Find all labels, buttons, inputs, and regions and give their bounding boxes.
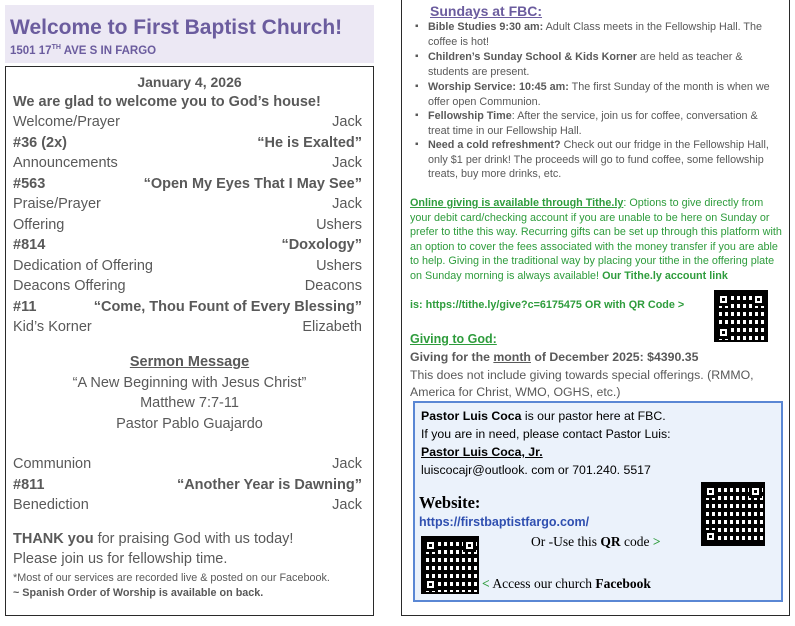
pastor-box [413,401,783,602]
fellowship-line: Please join us for fellowship time. [13,551,228,567]
arrow-left-icon: < [482,576,490,591]
pastor-full-name-text: Pastor Luis Coca, Jr. [421,445,543,459]
hymn-number: #811 [13,476,45,493]
recording-note: *Most of our services are recorded live & posted on our Facebook. [13,572,330,584]
worship-item-leader: Elizabeth [302,319,362,335]
pastor-contact-prompt: If you are in need, please contact Pastor Luis: [421,427,671,441]
giving-heading: Giving to God: [410,332,497,346]
bullet-text: : After the service, join us for coffee, conversation & treat time in our Fellowship Hall. [428,110,758,137]
pastor-intro [421,409,666,423]
tithely-qr-code-icon [714,290,768,342]
giving-amount-pre: Giving for the [410,350,494,364]
online-giving-body: : Options to give directly from your debit card/checking account if you are unable to be here on Sunday or prefer to tithe this way. Recurring gifts can be set up through this platform with an option to cover the fees associated with the money transfer if you are able to help. Giving in the traditional way by placing your tithe in the offering plate on Sunday morning is always available! [410,197,782,282]
bullet-text: Adult Class meets in the Fellowship Hall. The coffee is hot! [428,21,763,48]
worship-item-leader: Ushers [316,216,362,233]
website-label: Website: [419,493,481,512]
spanish-note: ~ Spanish Order of Worship is available on back. [13,587,264,599]
bullet-bold: Fellowship Time [428,110,512,122]
worship-item-label: Dedication of Offering [13,257,153,274]
hymn-title: “Open My Eyes That I May See” [143,175,362,192]
service-date: January 4, 2026 [137,74,242,90]
online-giving-text [410,196,784,284]
hymn-title: “He is Exalted” [257,134,362,151]
worship-item-leader: Jack [332,456,362,472]
bullet-bold: Need a cold refreshment? [428,139,561,151]
worship-item-label: Praise/Prayer [13,196,101,212]
sermon-heading: Sermon Message [129,354,250,370]
pastor-intro-rest: is our pastor here at FBC. [521,409,666,423]
worship-item-label: Announcements [13,155,118,171]
address-number: 1501 17 [10,44,52,57]
hymn-row [13,237,362,257]
bullet-text: The first Sunday of the month is when we offer open Communion. [428,81,770,108]
church-header [5,5,374,63]
giving-amount [410,350,698,364]
worship-item-row [13,258,362,278]
worship-item-row [13,114,362,134]
bullet-sunday-school [402,50,777,79]
qr-note-pre: Or -Use this [531,534,601,549]
pastor-full-name [421,445,543,459]
sermon-scripture: Matthew 7:7-11 [140,395,239,411]
hymn-row [13,477,362,497]
worship-item-label: Offering [13,216,65,233]
facebook-note [482,576,651,592]
thanks-rest: for praising God with us today! [93,531,294,547]
facebook-qr-code-icon [421,536,479,594]
worship-item-row [13,278,362,298]
hymn-row [13,135,362,155]
hymn-row [13,176,362,196]
thanks-bold: THANK you [13,531,94,547]
worship-item-leader: Ushers [316,257,362,274]
bullet-bold: Worship Service: 10:45 am: [428,81,569,93]
worship-item-label: Deacons Offering [13,278,126,294]
order-of-worship [5,66,374,616]
hymn-number: #814 [13,237,46,253]
worship-item-leader: Jack [332,114,362,130]
welcome-line: We are glad to welcome you to God’s house! [13,94,321,110]
hymn-number: #563 [13,175,46,192]
hymn-number: #11 [13,298,37,315]
hymn-title: “Another Year is Dawning” [176,476,362,493]
worship-item-row [13,497,362,517]
website-qr-note [531,534,661,550]
qr-note-bold: QR [600,534,621,549]
worship-item-label: Benediction [13,497,89,513]
giving-amount-month: month [493,350,531,364]
sermon-speaker: Pastor Pablo Guajardo [116,416,263,432]
worship-item-leader: Jack [332,155,362,171]
address-street: AVE S IN FARGO [60,44,157,57]
sundays-heading: Sundays at FBC: [430,3,543,19]
church-title: Welcome to First Baptist Church! [10,16,343,39]
giving-amount-total: of December 2025: $4390.35 [530,350,699,364]
bullet-refreshment [402,138,777,182]
online-giving-heading[interactable]: Online giving is available through Tithe.ly [410,197,624,209]
hymn-number: #36 (2x) [13,134,68,151]
giving-note: This does not include giving towards special offerings. (RMMO, America for Christ, WMO, OGHS, etc.) [410,368,754,399]
pastor-contact[interactable]: luiscocajr@outlook. com or 701.240. 5517 [421,463,651,477]
announcements-panel [401,0,790,616]
bullet-bold: Children’s Sunday School & Kids Korner [428,51,637,63]
worship-item-label: Kid’s Korner [13,319,92,335]
website-qr-code-icon [701,482,765,546]
bullet-text: Check out our fridge in the Fellowship Hall, only $1 per drink! The proceeds will go to fund coffee, some fellowship treats, buy more drinks, etc. [428,139,769,181]
tithely-link-label: Our Tithe.ly account link [602,269,728,282]
church-address [10,44,156,57]
worship-item-leader: Jack [332,497,362,513]
bullet-fellowship-time [402,109,777,138]
qr-note-post: code [620,534,653,549]
sermon-title: “A New Beginning with Jesus Christ” [72,375,307,391]
worship-item-leader: Jack [332,196,362,212]
hymn-title: “Doxology” [281,237,362,253]
worship-item-label: Communion [13,456,92,472]
worship-item-leader: Deacons [304,278,362,294]
worship-item-row [13,319,362,339]
facebook-note-pre: Access our church [489,576,596,591]
website-link[interactable]: https://firstbaptistfargo.com/ [419,515,590,529]
hymn-row [13,299,362,319]
worship-item-row [13,217,362,237]
thanks-line [13,531,293,547]
worship-item-row [13,196,362,216]
facebook-note-bold: Facebook [595,576,651,591]
address-suffix: TH [51,44,61,51]
bullet-text: are held as teacher & students are present. [428,51,743,78]
hymn-title: “Come, Thou Fount of Every Blessing” [93,298,362,315]
pastor-name-bold: Pastor Luis Coca [421,409,522,423]
bullet-bold: Bible Studies 9:30 am: [428,21,544,33]
bullet-worship-service [402,80,777,109]
worship-item-label: Welcome/Prayer [13,114,120,130]
worship-item-row [13,155,362,175]
bullet-bible-studies [402,20,777,49]
tithely-link[interactable]: is: https://tithe.ly/give?c=6175475 OR with QR Code > [410,299,685,311]
worship-item-row [13,456,362,476]
arrow-right-icon: > [652,534,661,549]
